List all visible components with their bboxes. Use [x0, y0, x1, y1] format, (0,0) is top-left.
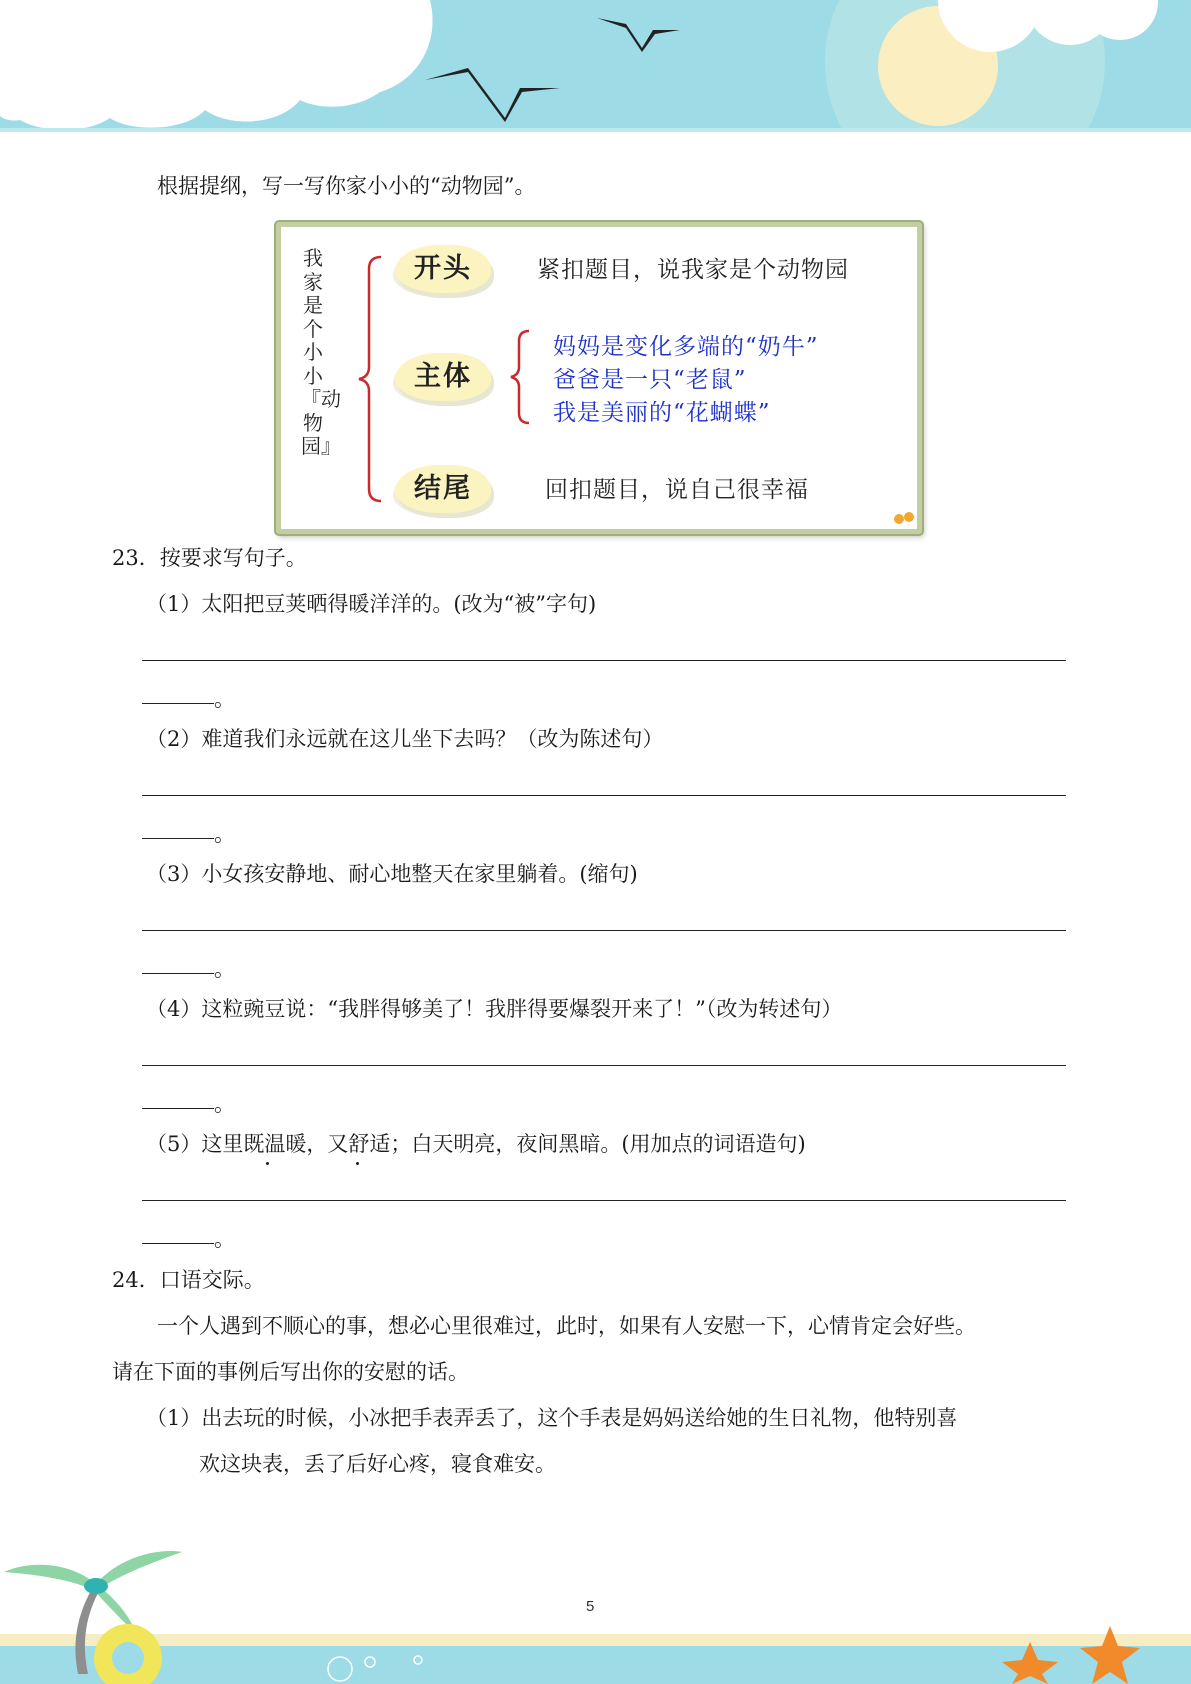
q24-paragraph-line2: 请在下面的事例后写出你的安慰的话。: [112, 1360, 469, 1384]
q23-item-1: （1）太阳把豆荚晒得暖洋洋的。(改为“被”字句): [146, 592, 597, 616]
outline-ending-label: 结尾: [395, 465, 491, 513]
footer-decoration: [0, 1534, 1191, 1684]
intro-text: 根据提纲，写一写你家小小的“动物园”。: [157, 174, 536, 198]
q24-paragraph-line1: 一个人遇到不顺心的事，想必心里很难过，此时，如果有人安慰一下，心情肯定会好些。: [157, 1314, 976, 1338]
outline-body-item: 爸爸是一只“老鼠”: [553, 367, 747, 393]
outline-body-item: 妈妈是变化多端的“奶牛”: [553, 334, 819, 360]
outline-ending-text: 回扣题目，说自己很幸福: [545, 477, 809, 503]
answer-period: 。: [214, 1227, 235, 1251]
q23-item-5: （5）这里既温暖，又舒适；白天明亮，夜间黑暗。(用加点的词语造句): [146, 1132, 806, 1156]
outline-body-label: 主体: [395, 353, 491, 401]
answer-line[interactable]: [142, 1200, 1066, 1201]
answer-period: 。: [214, 957, 235, 981]
answer-line-end[interactable]: [142, 703, 214, 704]
answer-line[interactable]: [142, 930, 1066, 931]
outline-box: [276, 222, 922, 534]
q23-item-3: （3）小女孩安静地、耐心地整天在家里躺着。(缩句): [146, 862, 638, 886]
outline-opening-text: 紧扣题目，说我家是个动物园: [537, 257, 849, 283]
answer-line-end[interactable]: [142, 838, 214, 839]
answer-line-end[interactable]: [142, 973, 214, 974]
answer-period: 。: [214, 687, 235, 711]
q23-item-4: （4）这粒豌豆说：“我胖得够美了！我胖得要爆裂开来了！”（改为转述句）: [146, 997, 843, 1021]
page-number: 5: [586, 1598, 595, 1615]
outline-title: 我家是个小小『动物园』: [301, 246, 341, 458]
answer-line-end[interactable]: [142, 1108, 214, 1109]
emphasis-dot: [266, 1162, 269, 1165]
q24-item-1-line2: 欢这块表，丢了后好心疼，寝食难安。: [199, 1452, 556, 1476]
outline-opening-label: 开头: [395, 245, 491, 293]
answer-period: 。: [214, 822, 235, 846]
q23-item-2: （2）难道我们永远就在这儿坐下去吗？（改为陈述句）: [146, 727, 664, 751]
header-decoration: [0, 0, 1191, 132]
q23-title: 23．按要求写句子。: [112, 546, 307, 570]
answer-line[interactable]: [142, 795, 1066, 796]
answer-line[interactable]: [142, 660, 1066, 661]
q24-title: 24．口语交际。: [112, 1268, 265, 1292]
emphasis-dot: [356, 1162, 359, 1165]
q24-item-1-line1: （1）出去玩的时候，小冰把手表弄丢了，这个手表是妈妈送给她的生日礼物，他特别喜: [146, 1406, 958, 1430]
answer-line[interactable]: [142, 1065, 1066, 1066]
outline-body-item: 我是美丽的“花蝴蝶”: [553, 400, 771, 426]
answer-period: 。: [214, 1092, 235, 1116]
answer-line-end[interactable]: [142, 1243, 214, 1244]
